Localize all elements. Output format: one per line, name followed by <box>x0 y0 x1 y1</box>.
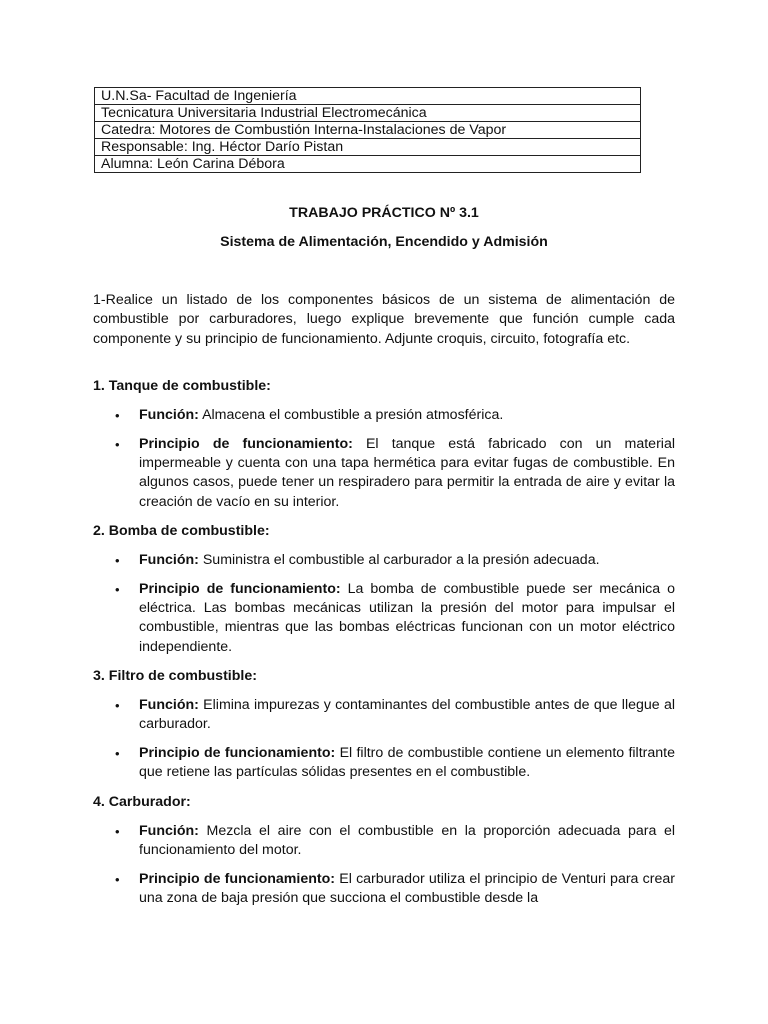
section-heading: 1. Tanque de combustible: <box>93 378 271 394</box>
item-label: Función: <box>139 822 199 839</box>
document-title: TRABAJO PRÁCTICO Nº 3.1 <box>289 205 479 221</box>
bullet-icon: • <box>115 581 120 597</box>
header-row-student <box>95 156 641 173</box>
list-item <box>93 744 675 783</box>
section-heading: 2. Bomba de combustible: <box>93 523 270 539</box>
intro-paragraph: 1-Realice un listado de los componentes básicos de un sistema de alimentación de combustible por carburadores, luego explique brevemente que función cumple cada componente y su principio de funcionamiento. Adjunte croquis, circuito, fotografía etc. <box>93 292 675 347</box>
section-heading: 3. Filtro de combustible: <box>93 668 257 684</box>
header-cell: Catedra: Motores de Combustión Interna-Instalaciones de Vapor <box>95 122 641 139</box>
item-label: Principio de funcionamiento: <box>139 745 336 761</box>
item-text: El filtro de combustible contiene un elemento filtrante que retiene las partículas sólidas presentes en el combustible. <box>139 745 675 781</box>
list-item <box>93 580 675 658</box>
bullet-icon: • <box>115 407 120 423</box>
document-subtitle: Sistema de Alimentación, Encendido y Admisión <box>220 234 548 250</box>
bullet-list <box>93 822 675 909</box>
header-cell: Tecnicatura Universitaria Industrial Electromecánica <box>95 105 641 122</box>
header-info-table <box>94 87 641 173</box>
item-text: Almacena el combustible a presión atmosférica. <box>202 406 504 423</box>
item-label: Función: <box>139 551 199 568</box>
bullet-icon: • <box>115 697 120 713</box>
header-cell: Responsable: Ing. Héctor Darío Pistan <box>95 139 641 156</box>
section-bomba <box>93 522 675 657</box>
item-text: El tanque está fabricado con un material impermeable y cuenta con una tapa hermética para evitar fugas de combustible. En algunos casos, puede tener un respiradero para permitir la entrada de aire y evitar la creación de vacío en su interior. <box>139 435 675 510</box>
item-text: Mezcla el aire con el combustible en la proporción adecuada para el funcionamiento del motor. <box>139 822 675 859</box>
section-heading: 4. Carburador: <box>93 794 191 810</box>
section-tanque <box>93 377 675 512</box>
item-text: La bomba de combustible puede ser mecánica o eléctrica. Las bombas mecánicas utilizan la presión del motor para impulsar el combustible, mientras que las bombas eléctricas funcionan con un motor eléctrico independiente. <box>139 580 675 655</box>
bullet-icon: • <box>115 872 120 887</box>
bullet-list <box>93 551 675 657</box>
item-label: Principio de funcionamiento: <box>139 871 336 887</box>
bullet-icon: • <box>115 436 120 452</box>
bullet-list <box>93 696 675 783</box>
header-row-career <box>95 105 641 122</box>
item-label: Función: <box>139 406 199 423</box>
item-text: Suministra el combustible al carburador a la presión adecuada. <box>202 551 600 568</box>
item-label: Principio de funcionamiento: <box>139 435 353 452</box>
bullet-icon: • <box>115 746 120 761</box>
bullet-icon: • <box>115 823 120 839</box>
bullet-icon: • <box>115 552 120 568</box>
item-text: Elimina impurezas y contaminantes del combustible antes de que llegue al carburador. <box>139 696 675 733</box>
header-cell: Alumna: León Carina Débora <box>95 156 641 173</box>
bullet-list <box>93 406 675 512</box>
header-row-course <box>95 122 641 139</box>
section-filtro <box>93 667 675 783</box>
header-row-responsible <box>95 139 641 156</box>
header-row-university <box>95 88 641 105</box>
list-item <box>93 696 675 735</box>
list-item <box>93 551 675 570</box>
section-carburador <box>93 793 675 909</box>
list-item <box>93 435 675 513</box>
item-text: El carburador utiliza el principio de Venturi para crear una zona de baja presión que succiona el combustible desde la <box>139 871 675 907</box>
header-cell: U.N.Sa- Facultad de Ingeniería <box>95 88 641 105</box>
list-item <box>93 870 675 909</box>
item-label: Función: <box>139 696 199 713</box>
list-item <box>93 406 675 425</box>
list-item <box>93 822 675 861</box>
item-label: Principio de funcionamiento: <box>139 580 341 597</box>
